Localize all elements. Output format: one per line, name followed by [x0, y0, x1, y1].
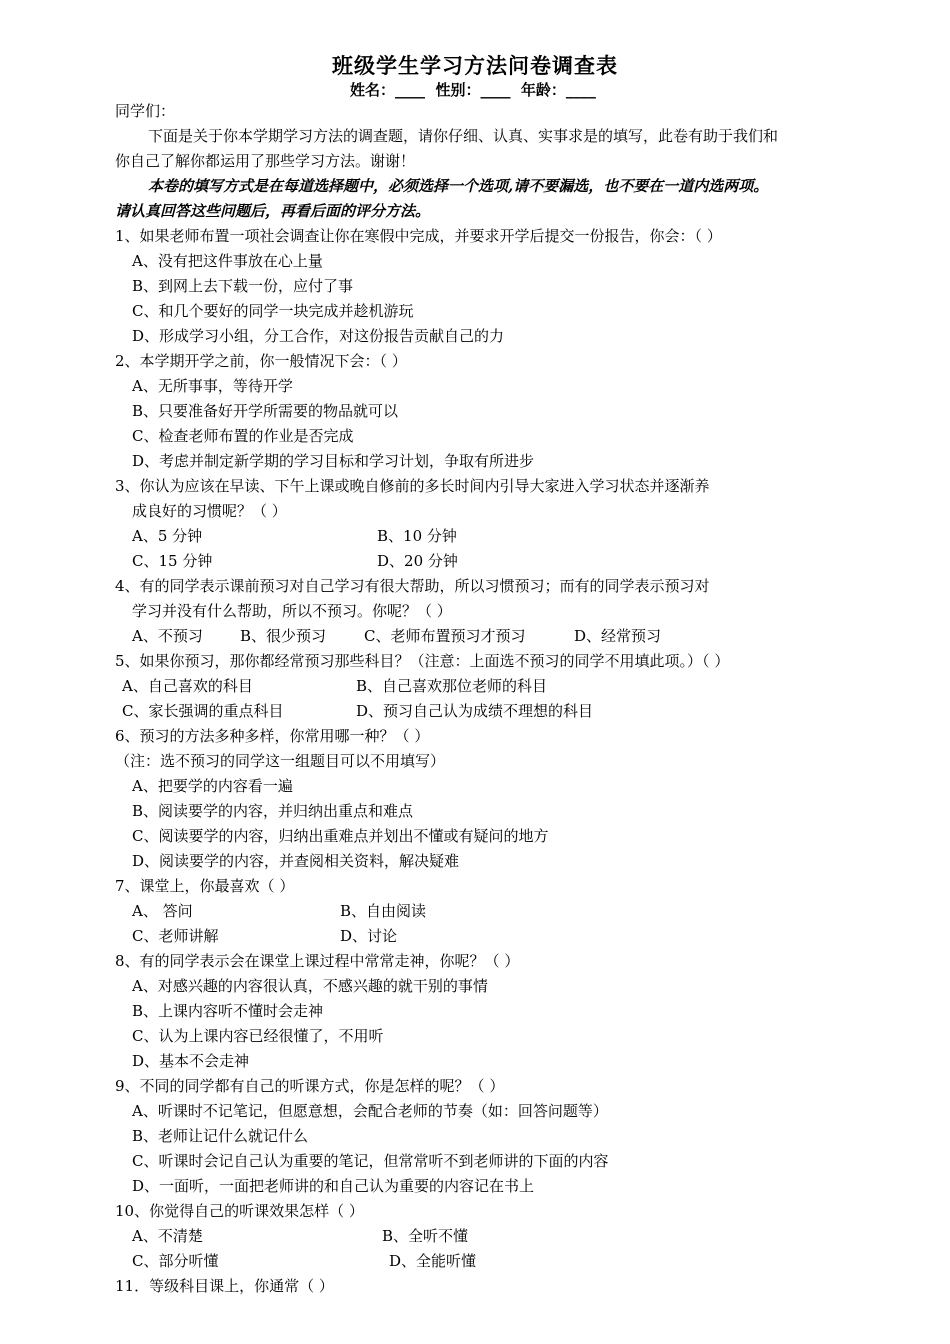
intro-line-2: 你自己了解你都运用了那些学习方法。谢谢！ [115, 152, 416, 170]
question-5-stem: 5、如果你预习，那你都经常预习那些科目？（注意：上面选不预习的同学不用填此项。）（ ） [115, 652, 730, 670]
question-4-option-a: A、不预习 [132, 627, 203, 645]
question-8-option-c: C、认为上课内容已经很懂了，不用听 [132, 1027, 384, 1045]
question-4-option-d: D、经常预习 [574, 627, 662, 645]
question-2-option-b: B、只要准备好开学所需要的物品就可以 [132, 402, 399, 420]
question-4-stem-continued: 学习并没有什么帮助，所以不预习。你呢？（ ） [132, 602, 452, 620]
intro-line-1: 下面是关于你本学期学习方法的调查题，请你仔细、认真、实事求是的填写，此卷有助于我们和 [148, 127, 779, 145]
instruction-line-1: 本卷的填写方式是在每道选择题中，必须选择一个选项,请不要漏选，也不要在一道内选两项。 [148, 177, 769, 195]
question-10-option-b: B、全听不懂 [382, 1227, 469, 1245]
question-7-option-d: D、讨论 [340, 927, 398, 945]
question-2-stem: 2、本学期开学之前，你一般情况下会：（ ） [115, 352, 407, 370]
question-6-option-b: B、阅读要学的内容，并归纳出重点和难点 [132, 802, 414, 820]
student-info-line: 姓名：____ 性别：____ 年龄：____ [350, 81, 596, 99]
question-9-option-b: B、老师让记什么就记什么 [132, 1127, 309, 1145]
question-10-option-d: D、全能听懂 [389, 1252, 477, 1270]
question-3-stem: 3、你认为应该在早读、下午上课或晚自修前的多长时间内引导大家进入学习状态并逐渐养 [115, 477, 710, 495]
question-5-option-a: A、自己喜欢的科目 [122, 677, 253, 695]
question-8-option-b: B、上课内容听不懂时会走神 [132, 1002, 324, 1020]
question-1-option-c: C、和几个要好的同学一块完成并趁机游玩 [132, 302, 414, 320]
question-7-option-a: A、 答问 [132, 902, 193, 920]
question-11-stem: 11．等级科目课上，你通常（ ） [115, 1277, 334, 1295]
question-1-option-d: D、形成学习小组，分工合作，对这份报告贡献自己的力 [132, 327, 505, 345]
question-6-stem: 6、预习的方法多种多样，你常用哪一种？（ ） [115, 727, 430, 745]
question-5-option-b: B、自己喜欢那位老师的科目 [356, 677, 548, 695]
question-4-option-b: B、很少预习 [240, 627, 327, 645]
question-6-option-d: D、阅读要学的内容，并查阅相关资料，解决疑难 [132, 852, 460, 870]
question-8-option-d: D、基本不会走神 [132, 1052, 250, 1070]
question-6-option-c: C、阅读要学的内容，归纳出重难点并划出不懂或有疑问的地方 [132, 827, 549, 845]
page-title: 班级学生学习方法问卷调查表 [332, 54, 618, 78]
question-4-stem: 4、有的同学表示课前预习对自己学习有很大帮助，所以习惯预习；而有的同学表示预习对 [115, 577, 710, 595]
question-5-option-c: C、家长强调的重点科目 [122, 702, 284, 720]
question-1-option-a: A、没有把这件事放在心上量 [132, 252, 323, 270]
question-3-option-a: A、5 分钟 [132, 527, 203, 545]
question-3-option-b: B、10 分钟 [377, 527, 457, 545]
question-8-option-a: A、对感兴趣的内容很认真，不感兴趣的就干别的事情 [132, 977, 488, 995]
question-7-stem: 7、课堂上，你最喜欢（ ） [115, 877, 295, 895]
question-9-option-c: C、听课时会记自己认为重要的笔记，但常常听不到老师讲的下面的内容 [132, 1152, 609, 1170]
question-7-option-c: C、老师讲解 [132, 927, 219, 945]
question-9-option-a: A、听课时不记笔记，但愿意想，会配合老师的节奏（如：回答问题等） [132, 1102, 608, 1120]
question-10-stem: 10、你觉得自己的听课效果怎样（ ） [115, 1202, 364, 1220]
question-8-stem: 8、有的同学表示会在课堂上课过程中常常走神，你呢？（ ） [115, 952, 520, 970]
greeting: 同学们： [115, 102, 176, 120]
instruction-line-2: 请认真回答这些问题后，再看后面的评分方法。 [115, 202, 431, 220]
question-2-option-c: C、检查老师布置的作业是否完成 [132, 427, 354, 445]
question-3-stem-continued: 成良好的习惯呢？（ ） [132, 502, 287, 520]
question-10-option-c: C、部分听懂 [132, 1252, 219, 1270]
question-2-option-d: D、考虑并制定新学期的学习目标和学习计划，争取有所进步 [132, 452, 535, 470]
question-6-option-a: A、把要学的内容看一遍 [132, 777, 293, 795]
question-7-option-b: B、自由阅读 [340, 902, 427, 920]
question-10-option-a: A、不清楚 [132, 1227, 203, 1245]
question-6-note: （注：选不预习的同学这一组题目可以不用填写） [115, 752, 446, 770]
question-9-option-d: D、一面听，一面把老师讲的和自己认为重要的内容记在书上 [132, 1177, 535, 1195]
question-4-option-c: C、老师布置预习才预习 [364, 627, 526, 645]
question-3-option-d: D、20 分钟 [377, 552, 458, 570]
question-2-option-a: A、无所事事，等待开学 [132, 377, 293, 395]
question-1-option-b: B、到网上去下载一份，应付了事 [132, 277, 354, 295]
question-1-stem: 1、如果老师布置一项社会调查让你在寒假中完成，并要求开学后提交一份报告，你会：（ ） [115, 227, 722, 245]
question-3-option-c: C、15 分钟 [132, 552, 213, 570]
question-9-stem: 9、不同的同学都有自己的听课方式，你是怎样的呢？（ ） [115, 1077, 505, 1095]
question-5-option-d: D、预习自己认为成绩不理想的科目 [356, 702, 594, 720]
